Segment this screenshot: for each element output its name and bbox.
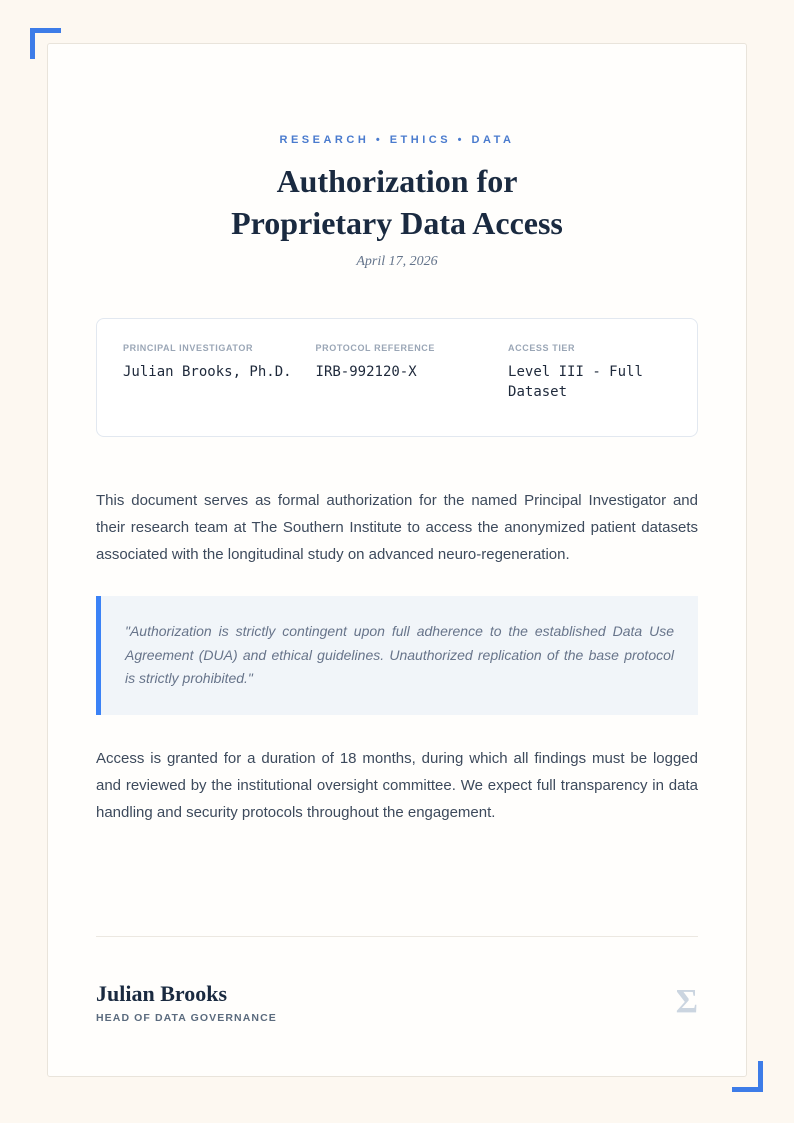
field-principal-investigator xyxy=(123,343,306,402)
page-title-line1: Authorization for xyxy=(276,163,518,199)
document-date: April 17, 2026 xyxy=(356,254,438,269)
document-header xyxy=(96,134,698,270)
eyebrow-tagline: RESEARCH • ETHICS • DATA xyxy=(279,134,515,146)
authorization-info-card xyxy=(96,318,698,437)
field-label: ACCESS TIER xyxy=(508,343,576,353)
document-card xyxy=(47,43,747,1077)
sigma-icon: Σ xyxy=(675,983,698,1020)
quote-text: "Authorization is strictly contingent upon full adherence to the established Data Use Agreement (DUA) and ethical guidelines. Unauthorized replication of the base protocol is strictly prohibited." xyxy=(125,623,674,686)
body-paragraph-2: Access is granted for a duration of 18 months, during which all findings must be logged and reviewed by the institutional oversight committee. We expect full transparency in data handling and security protocols throughout the engagement. xyxy=(96,749,698,821)
signatory-name: Julian Brooks xyxy=(96,980,228,1006)
signature-divider xyxy=(96,936,698,937)
signatory xyxy=(96,981,277,1024)
field-value: Level III - Full Dataset xyxy=(508,364,643,400)
field-label: PROTOCOL REFERENCE xyxy=(315,343,435,353)
signatory-role: HEAD OF DATA GOVERNANCE xyxy=(96,1011,277,1024)
page-title-line2: Proprietary Data Access xyxy=(231,205,563,241)
quote-block xyxy=(96,596,698,715)
body-paragraph-1: This document serves as formal authorization for the named Principal Investigator and their research team at The Southern Institute to access the anonymized patient datasets associated with the longitudinal study on advanced neuro-regeneration. xyxy=(96,492,698,563)
field-access-tier xyxy=(508,343,671,402)
page-title xyxy=(96,160,698,244)
field-value: IRB-992120-X xyxy=(315,364,417,380)
signature-block xyxy=(96,981,698,1024)
field-value: Julian Brooks, Ph.D. xyxy=(123,364,292,380)
field-protocol-reference xyxy=(316,343,499,402)
field-label: PRINCIPAL INVESTIGATOR xyxy=(123,343,254,353)
